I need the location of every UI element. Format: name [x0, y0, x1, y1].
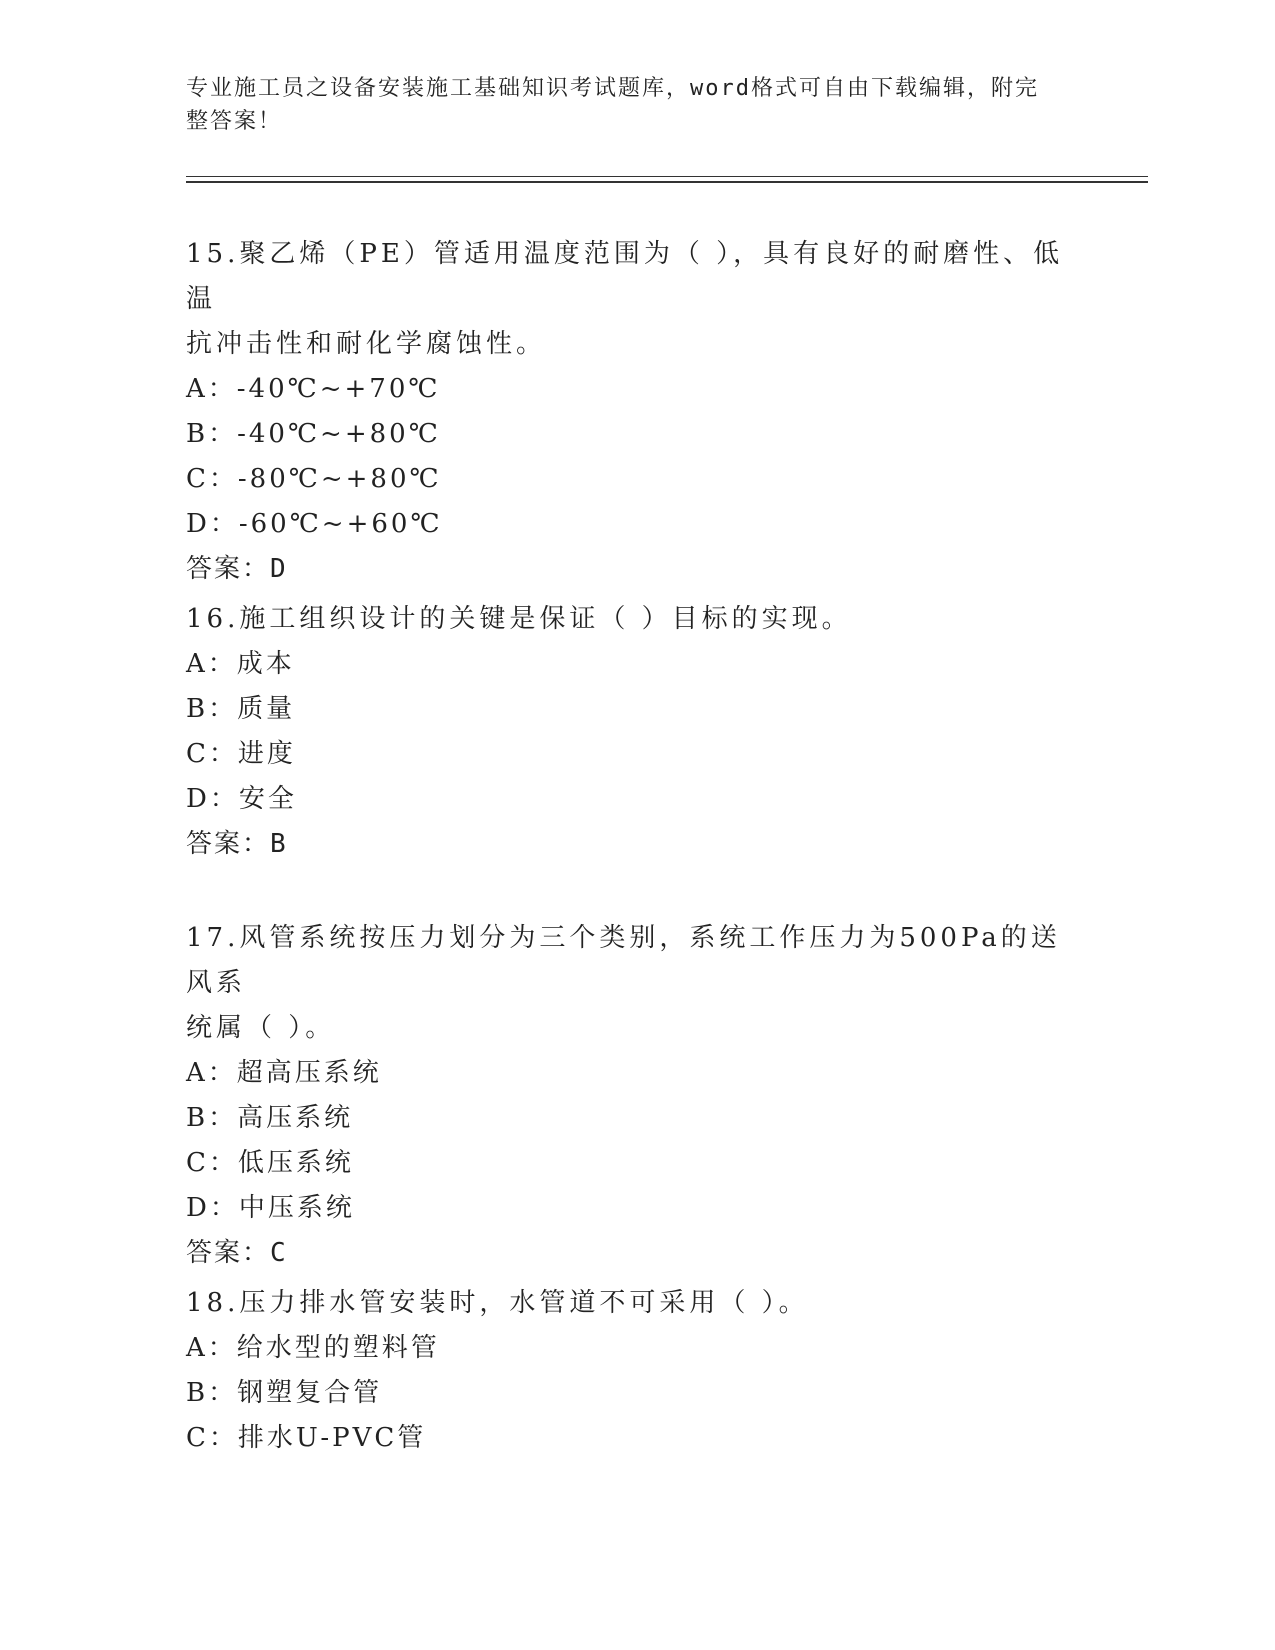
option-d: D：-60℃~+60℃ — [186, 509, 443, 539]
option-a: A：成本 — [186, 649, 295, 679]
question-18 — [186, 1281, 1086, 1461]
option-a: A：超高压系统 — [186, 1058, 382, 1088]
question-16 — [186, 597, 1086, 867]
option-d: D：中压系统 — [186, 1193, 355, 1223]
option-c: C：-80℃~+80℃ — [186, 464, 442, 494]
option-a: A：给水型的塑料管 — [186, 1333, 440, 1363]
document-header — [186, 72, 1066, 138]
header-line-1: 专业施工员之设备安装施工基础知识考试题库，word格式可自由下载编辑，附完 — [186, 76, 1039, 101]
option-b: B：高压系统 — [186, 1103, 354, 1133]
question-stem-line: 抗冲击性和耐化学腐蚀性。 — [186, 329, 547, 359]
question-17 — [186, 916, 1086, 1276]
question-15 — [186, 232, 1086, 592]
option-b: B：钢塑复合管 — [186, 1378, 383, 1408]
option-b: B：-40℃~+80℃ — [186, 419, 441, 449]
option-a: A：-40℃~+70℃ — [186, 374, 441, 404]
answer: 答案：D — [186, 554, 288, 584]
option-d: D：安全 — [186, 784, 297, 814]
question-stem-line: 16.施工组织设计的关键是保证（ ）目标的实现。 — [186, 604, 852, 634]
question-stem-line: 17.风管系统按压力划分为三个类别，系统工作压力为500Pa的送风系 — [186, 923, 1061, 998]
header-divider-thick — [186, 181, 1148, 183]
answer: 答案：B — [186, 829, 288, 859]
answer: 答案：C — [186, 1238, 288, 1268]
question-stem-line: 统属（ ）。 — [186, 1013, 336, 1043]
header-line-2: 整答案！ — [186, 109, 283, 134]
option-c: C：进度 — [186, 739, 296, 769]
option-c: C：低压系统 — [186, 1148, 354, 1178]
option-b: B：质量 — [186, 694, 296, 724]
question-stem-line: 15.聚乙烯（PE）管适用温度范围为（ ），具有良好的耐磨性、低温 — [186, 239, 1064, 314]
question-stem-line: 18.压力排水管安装时，水管道不可采用（ ）。 — [186, 1288, 809, 1318]
header-divider-thin — [186, 176, 1148, 177]
option-c: C：排水U-PVC管 — [186, 1423, 427, 1453]
